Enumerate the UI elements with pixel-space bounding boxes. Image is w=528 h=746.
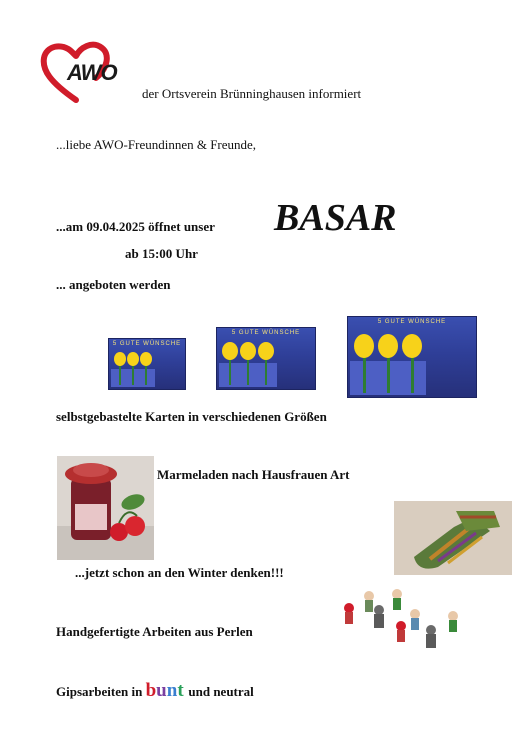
winter-caption: ...jetzt schon an den Winter denken!!! bbox=[75, 565, 284, 580]
basar-highlight: BASAR bbox=[274, 197, 397, 239]
plaster-prefix: Gipsarbeiten in bbox=[56, 684, 143, 699]
bunt-word bbox=[146, 680, 189, 701]
card-title: 5 GUTE WÜNSCHE bbox=[112, 341, 182, 347]
bunt-letter: u bbox=[156, 680, 167, 701]
card-title: 5 GUTE WÜNSCHE bbox=[377, 319, 447, 325]
bead-figures-image bbox=[339, 586, 463, 656]
greeting-text: ...liebe AWO-Freundinnen & Freunde, bbox=[56, 137, 257, 152]
plaster-suffix: und neutral bbox=[188, 684, 254, 699]
announcement-prefix: ...am 09.04.2025 öffnet unser bbox=[56, 219, 215, 234]
beads-caption: Handgefertigte Arbeiten aus Perlen bbox=[56, 624, 253, 639]
wool-socks-image bbox=[394, 501, 512, 575]
tulip-illustration bbox=[350, 327, 426, 395]
jam-jar-image bbox=[57, 456, 154, 560]
cards-caption: selbstgebastelte Karten in verschiedenen Größen bbox=[56, 409, 327, 424]
bunt-letter: t bbox=[177, 680, 184, 701]
plaster-line bbox=[56, 680, 254, 702]
card-title: 5 GUTE WÜNSCHE bbox=[231, 330, 301, 336]
header-subtitle: der Ortsverein Brünninghausen informiert bbox=[142, 86, 362, 101]
bunt-letter: b bbox=[145, 680, 157, 701]
jam-caption: Marmeladen nach Hausfrauen Art bbox=[157, 467, 350, 482]
bunt-letter: n bbox=[166, 680, 178, 701]
card-image-medium bbox=[216, 327, 316, 390]
tulip-illustration bbox=[219, 337, 277, 387]
awo-logo-text: AWO bbox=[67, 60, 117, 85]
tulip-illustration bbox=[111, 347, 155, 387]
card-image-large bbox=[347, 316, 477, 398]
card-image-small bbox=[108, 338, 186, 390]
announcement-time: ab 15:00 Uhr bbox=[125, 246, 198, 261]
offered-heading: ... angeboten werden bbox=[56, 277, 171, 292]
